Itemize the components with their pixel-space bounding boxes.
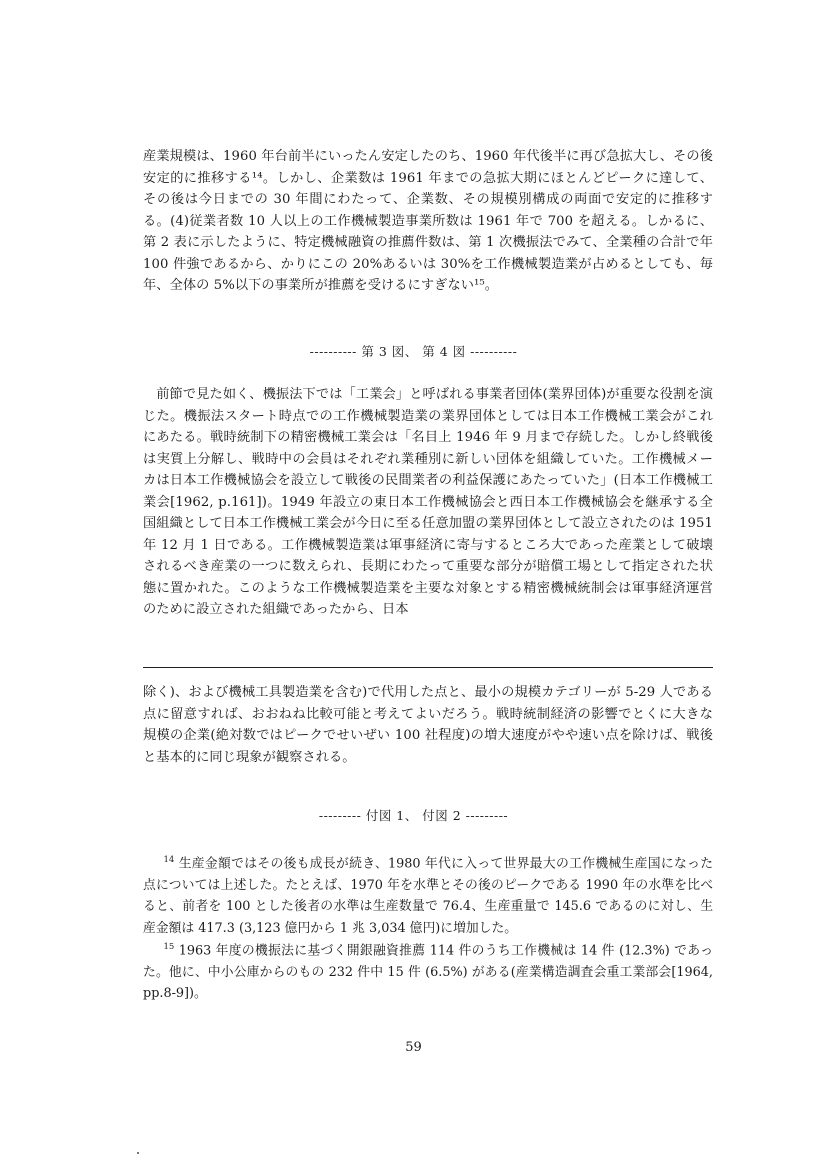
paragraph-text: 前節で見た如く、機振法下では「工業会」と呼ばれる事業者団体(業界団体)が重要な役割を演じた。機振法スタート時点での工作機械製造業の業界団体としては日本工作機械工業会がこれにあたる。戦時統制下の精密機械工業会は「名目上 1946 年 9 月まで存続した。しかし終戦後は実質上分解し、戦時中の会員はそれぞれ業種別に新しい団体を組織していた。工作機械メーカは日本工作機械協会を設立して戦後の民間業者の利益保護にあたっていた」(日本工作機械工業会[1962, p.161])。1949 年設立の東日本工作機械協会と西日本工作機械協会を継承する全国組織として日本工作機械工業会が今日に至る任意加盟の業界団体として設立されたのは 1951 年 12 月 1 日である。工作機械製造業は軍事経済に寄与するところ大であった産業として破壊されるべき産業の一つに数えられ、長期にわたって重要な部分が賠償工場として指定された状態に置かれた。このような工作機械製造業を主要な対象とする精密機械統制会は軍事経済運営のために設立された組織であったから、日本 [143,387,713,617]
body-paragraph-2 [143,384,713,621]
footnote-number: 15 [163,942,175,952]
footnote-number: 14 [163,855,175,865]
body-paragraph-1 [143,146,713,297]
paragraph-text: 産業規模は、1960 年台前半にいったん安定したのち、1960 年代後半に再び急拡大し、その後安定的に推移する¹⁴。しかし、企業数は 1961 年までの急拡大期にほとんどピークに達して、その後は今日までの 30 年間にわたって、企業数、その規模別構成の両面で安定的に推移する。(4)従業者数 10 人以上の工作機械製造事業所数は 1961 年で 700 を超える。しかるに、第 2 表に示したように、特定機械融資の推薦件数は、第 1 次機振法でみて、全業種の合計で年 100 件強であるから、かりにこの 20%あるいは 30%を工作機械製造業が占めるとしても、毎年、全体の 5%以下の事業所が推薦を受けるにすぎない¹⁵。 [143,149,713,293]
footnote-separator-rule [143,667,713,668]
paragraph-text: 除く)、および機械工具製造業を含む)で代用した点と、最小の規模カテゴリーが 5-29 人である点に留意すれば、おおねね比較可能と考えてよいだろう。戦時統制経済の影響でとくに大きな規模の企業(絶対数ではピークでせいぜい 100 社程度)の増大速度がやや速い点を除けば、戦後と基本的に同じ現象が観察される。 [143,685,713,765]
figure-placeholder-marker-2: --------- 付図 1、 付図 2 --------- [318,808,509,823]
footnote-14 [143,850,713,939]
footnote-text: 生産金額ではその後も成長が続き、1980 年代に入って世界最大の工作機械生産国になった点については上述した。たとえば、1970 年を水準とその後のピークである 1990 年の水準を比べると、前者を 100 とした後者の水準は生産数量で 76.4、生産重量で 145.6 であるのに対し、生産金額は 417.3 (3,123 億円から 1 兆 3,034 億円)に増加した。 [143,856,713,936]
footnote-15 [143,937,713,1005]
figure-placeholder-marker-1: ---------- 第 3 図、 第 4 図 ---------- [309,344,518,359]
footnote-text: 1963 年度の機振法に基づく開銀融資推薦 114 件のうち工作機械は 14 件 (12.3%) であった。他に、中小公庫からのもの 232 件中 15 件 (6.5%) がある(産業構造調査会重工業部会[1964, pp.8-9])。 [143,943,713,1002]
scan-speck [137,1152,139,1154]
body-paragraph-3 [143,682,713,768]
page-number: 59 [405,1040,422,1055]
